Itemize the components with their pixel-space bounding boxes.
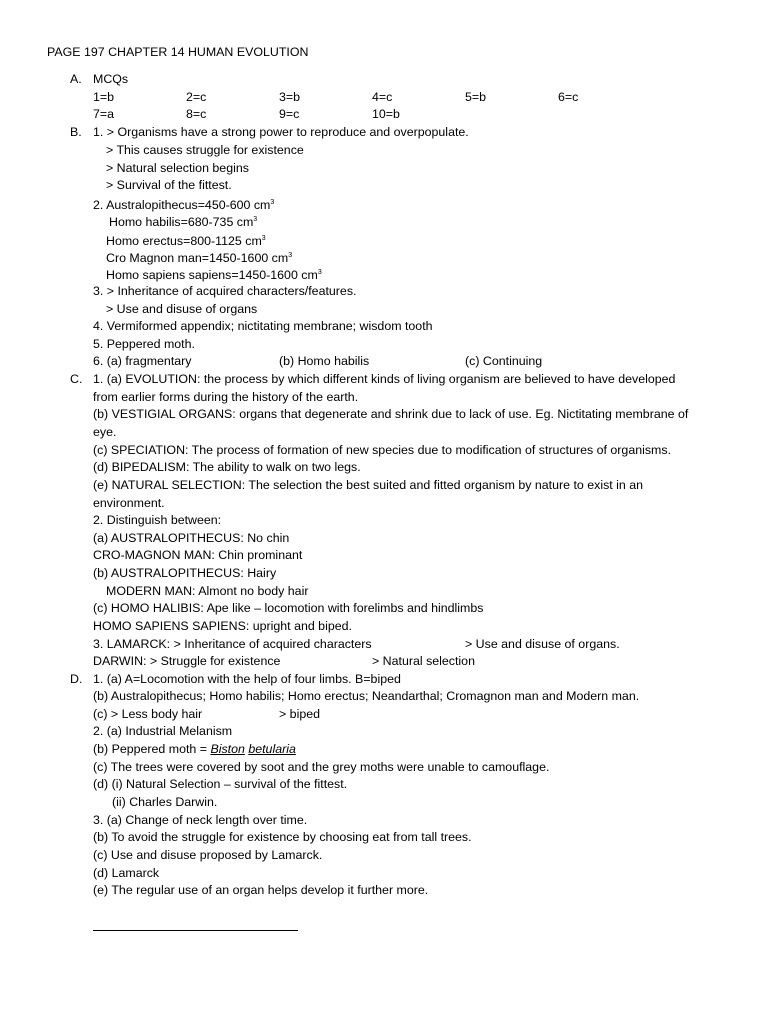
mcq-answer: 1=b — [93, 90, 115, 104]
answer-line: Cro Magnon man=1450-1600 $cm^3$ — [106, 251, 293, 266]
answer-line: eye. — [93, 425, 117, 439]
answer-line: > Survival of the fittest. — [106, 178, 232, 192]
answer-line: (c) > Less body hair — [93, 707, 203, 721]
mcq-answer: 7=a — [93, 107, 115, 121]
species-name: betularia — [248, 742, 296, 756]
answer-line: (c) HOMO HALIBIS: Ape like – locomotion with forelimbs and hindlimbs — [93, 601, 484, 615]
answer-line: MODERN MAN: Almont no body hair — [106, 584, 309, 598]
mcq-answer: 8=c — [186, 107, 207, 121]
answer-line: (c) Continuing — [465, 354, 543, 368]
answer-line: (d) BIPEDALISM: The ability to walk on two legs. — [93, 460, 361, 474]
answer-line: (ii) Charles Darwin. — [112, 795, 218, 809]
section-d-label: D. — [70, 672, 83, 686]
answer-line: (d) Lamarck — [93, 866, 160, 880]
answer-line: 3. (a) Change of neck length over time. — [93, 813, 308, 827]
genus-name: Biston — [210, 742, 245, 756]
answer-line: (b) Homo habilis — [279, 354, 370, 368]
section-c-label: C. — [70, 372, 83, 386]
answer-line: > Natural selection — [372, 654, 475, 668]
answer-line: > Use and disuse of organs. — [465, 637, 620, 651]
answer-line: (a) AUSTRALOPITHECUS: No chin — [93, 531, 290, 545]
answer-line: > biped — [279, 707, 320, 721]
mcq-answer: 10=b — [372, 107, 400, 121]
answer-line: 1. (a) EVOLUTION: the process by which different kinds of living organism are believed to have developed — [93, 372, 676, 386]
divider-line — [93, 930, 298, 931]
answer-line: (e) NATURAL SELECTION: The selection the best suited and fitted organism by nature to exist in an — [93, 478, 644, 492]
answer-line: (c) Use and disuse proposed by Lamarck. — [93, 848, 323, 862]
answer-line: 3. LAMARCK: > Inheritance of acquired characters — [93, 637, 372, 651]
answer-line: Homo sapiens sapiens=1450-1600 $cm^3$ — [106, 268, 322, 283]
answer-line: 1. (a) A=Locomotion with the help of four limbs. B=biped — [93, 672, 401, 686]
answer-line: (e) The regular use of an organ helps develop it further more. — [93, 883, 429, 897]
mcq-answer: 6=c — [558, 90, 579, 104]
answer-line: 2. (a) Industrial Melanism — [93, 724, 233, 738]
answer-line: 6. (a) fragmentary — [93, 354, 192, 368]
answer-line: 2. Distinguish between: — [93, 513, 222, 527]
answer-line: 3. > Inheritance of acquired characters/features. — [93, 284, 357, 298]
answer-line: 4. Vermiformed appendix; nictitating membrane; wisdom tooth — [93, 319, 433, 333]
mcq-heading: MCQs — [93, 72, 129, 86]
mcq-answer: 2=c — [186, 90, 207, 104]
answer-line: DARWIN: > Struggle for existence — [93, 654, 281, 668]
answer-line: (b) Peppered moth = Biston betularia — [93, 742, 296, 756]
answer-line: from earlier forms during the history of the earth. — [93, 390, 359, 404]
page-title: PAGE 197 CHAPTER 14 HUMAN EVOLUTION — [47, 45, 309, 59]
answer-line: 1. > Organisms have a strong power to reproduce and overpopulate. — [93, 125, 469, 139]
mcq-answer: 9=c — [279, 107, 300, 121]
answer-line: 2. Australopithecus=450-600 $cm^3$ — [93, 198, 275, 213]
answer-line: > Natural selection begins — [106, 161, 249, 175]
answer-line: 5. Peppered moth. — [93, 337, 195, 351]
answer-line: (b) VESTIGIAL ORGANS: organs that degenerate and shrink due to lack of use. Eg. Nictitating membrane of — [93, 407, 689, 421]
answer-line: (b) To avoid the struggle for existence by choosing eat from tall trees. — [93, 830, 472, 844]
answer-line: Homo habilis=680-735 $cm^3$ — [109, 215, 258, 230]
mcq-answer: 5=b — [465, 90, 487, 104]
answer-line: CRO-MAGNON MAN: Chin prominant — [93, 548, 303, 562]
section-b-label: B. — [70, 125, 82, 139]
mcq-answer: 3=b — [279, 90, 301, 104]
mcq-answer: 4=c — [372, 90, 393, 104]
answer-line: (d) (i) Natural Selection – survival of the fittest. — [93, 777, 348, 791]
answer-line: (c) The trees were covered by soot and the grey moths were unable to camouflage. — [93, 760, 550, 774]
answer-line: (b) Australopithecus; Homo habilis; Homo erectus; Neandarthal; Cromagnon man and Modern man. — [93, 689, 640, 703]
answer-line: environment. — [93, 496, 165, 510]
answer-line: (b) AUSTRALOPITHECUS: Hairy — [93, 566, 277, 580]
answer-line: Homo erectus=800-1125 $cm^3$ — [106, 234, 266, 249]
answer-line: > This causes struggle for existence — [106, 143, 304, 157]
answer-line: > Use and disuse of organs — [106, 302, 258, 316]
answer-line: (c) SPECIATION: The process of formation of new species due to modification of structures of organisms. — [93, 443, 672, 457]
answer-line: HOMO SAPIENS SAPIENS: upright and biped. — [93, 619, 352, 633]
section-a-label: A. — [70, 72, 82, 86]
